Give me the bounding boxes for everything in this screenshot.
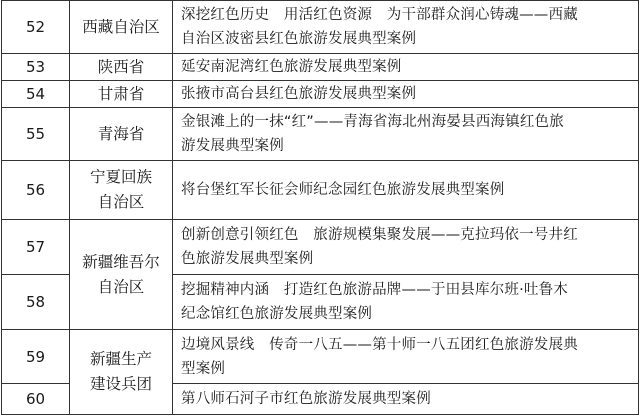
case-title-line: 型案例 — [181, 360, 226, 377]
case-title-line: 纪念馆红色旅游发展典型案例 — [181, 306, 373, 322]
case-title-line: 色旅游发展典型案例 — [181, 251, 314, 267]
case-title-line: 延安南泥湾红色旅游发展典型案例 — [181, 59, 402, 75]
region-cell — [70, 161, 173, 220]
region-cell: 陕西省 — [70, 54, 173, 81]
row-number: 56 — [2, 161, 70, 220]
region-cell — [70, 220, 173, 330]
case-title — [173, 54, 639, 81]
case-title-line: 自治区波密县红色旅游发展典型案例 — [181, 31, 417, 47]
case-title-line: 张掖市高台县红色旅游发展典型案例 — [181, 86, 417, 102]
table-row — [2, 54, 639, 81]
case-title-line: 挖掘精神内涵 打造红色旅游品牌——于田县库尔班·吐鲁木 — [181, 282, 569, 298]
row-number: 60 — [2, 384, 70, 415]
case-title — [173, 220, 639, 275]
case-title-line: 边境风景线 传奇一八五——第十师一八五团红色旅游发展典 — [181, 336, 578, 353]
row-number: 53 — [2, 54, 70, 81]
case-title — [173, 108, 639, 161]
row-number: 57 — [2, 220, 70, 275]
table-row — [2, 330, 639, 384]
region-cell: 西藏自治区 — [70, 1, 173, 54]
case-title — [173, 161, 639, 220]
case-title-line: 游发展典型案例 — [181, 138, 284, 154]
region-cell — [70, 330, 173, 415]
table-row — [2, 1, 639, 54]
row-number: 58 — [2, 275, 70, 330]
region-line: 建设兵团 — [89, 375, 152, 393]
region-line: 自治区 — [97, 193, 145, 211]
table-row — [2, 108, 639, 161]
case-title-line: 金银滩上的一抹“红”——青海省海北州海晏县西海镇红色旅 — [181, 114, 564, 130]
region-cell: 甘肃省 — [70, 81, 173, 108]
case-title-line: 第八师石河子市红色旅游发展典型案例 — [181, 391, 431, 407]
row-number: 55 — [2, 108, 70, 161]
case-title — [173, 81, 639, 108]
region-line: 宁夏回族 — [89, 168, 152, 186]
region-line: 新疆维吾尔 — [82, 252, 160, 271]
region-line: 自治区 — [97, 277, 145, 296]
red-tourism-case-table — [1, 0, 639, 415]
case-title-line: 创新创意引领红色 旅游规模集聚发展——克拉玛依一号井红 — [181, 227, 578, 243]
case-title — [173, 384, 639, 415]
table-row — [2, 161, 639, 220]
region-line: 新疆生产 — [89, 350, 152, 368]
table-row — [2, 220, 639, 275]
row-number: 59 — [2, 330, 70, 384]
row-number: 54 — [2, 81, 70, 108]
row-number: 52 — [2, 1, 70, 54]
table-row — [2, 81, 639, 108]
region-cell: 青海省 — [70, 108, 173, 161]
case-title-line: 将台堡红军长征会师纪念园红色旅游发展典型案例 — [181, 182, 505, 198]
case-title — [173, 330, 639, 384]
case-title-line: 深挖红色历史 用活红色资源 为干部群众润心铸魂——西藏 — [181, 7, 578, 23]
case-title — [173, 1, 639, 54]
case-title — [173, 275, 639, 330]
